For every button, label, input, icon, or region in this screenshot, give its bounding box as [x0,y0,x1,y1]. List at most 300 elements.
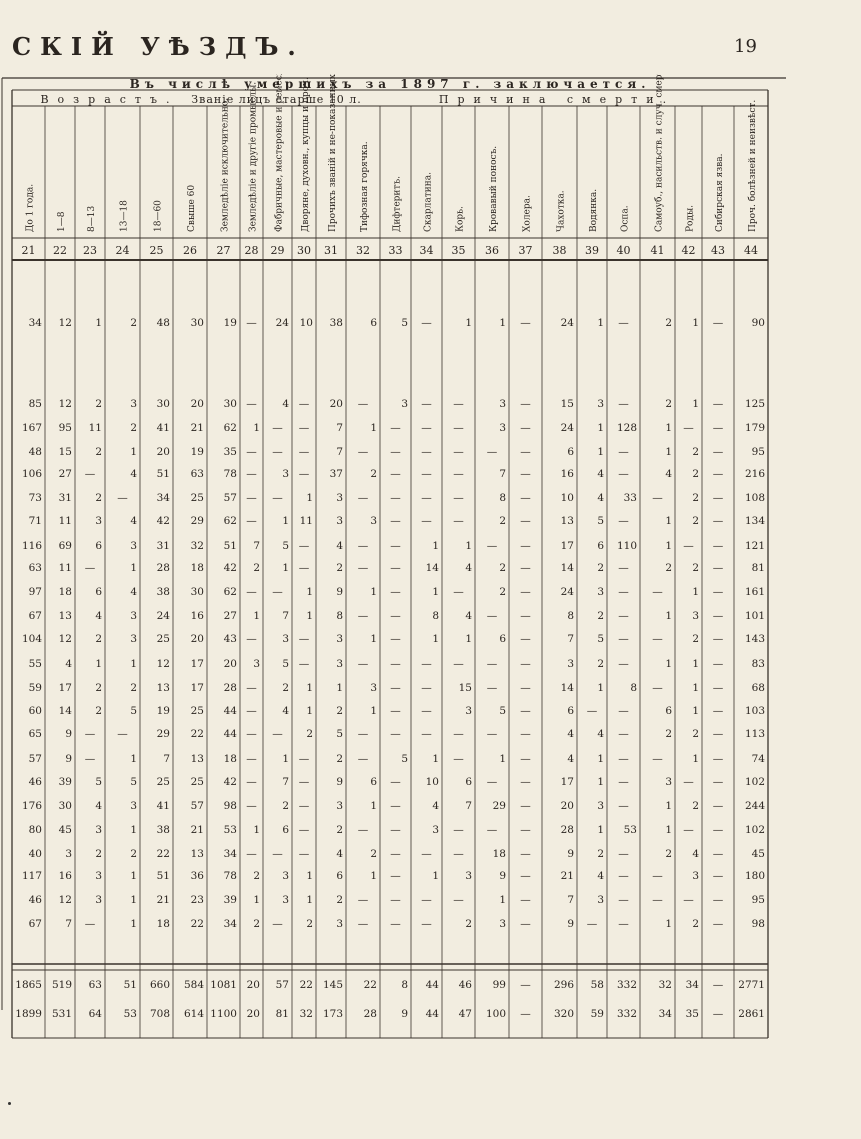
table-cell: 179 [744,422,765,434]
table-cell: — [453,492,464,504]
table-cell: 2 [692,918,699,930]
table-cell: 98 [751,918,765,930]
table-cell: — [298,658,310,670]
table-cell: 51 [156,870,170,882]
column-header: Земледѣліе и другіе промыслы. [248,81,259,232]
table-cell: — [390,446,401,458]
table-cell: 244 [744,800,765,812]
column-header: Холера. [522,195,533,232]
total-cell: 1865 [15,979,42,991]
table-cell: — [712,610,724,622]
table-cell: — [712,633,724,645]
table-cell: 1 [95,658,102,670]
table-cell: 5 [130,776,137,788]
table-cell: 167 [21,422,42,434]
table-cell: 28 [156,562,170,574]
table-cell: 1 [253,824,260,836]
table-cell: 3 [253,658,260,670]
table-cell: — [298,633,310,645]
column-number: 23 [83,244,97,257]
table-cell: 16 [58,870,72,882]
table-cell: 1 [306,705,313,717]
table-cell: 2 [253,870,260,882]
column-number: 31 [324,244,338,257]
table-cell: 3 [465,870,472,882]
table-cell: 3 [130,800,137,812]
table-cell: — [618,468,629,480]
table-cell: 39 [58,776,72,788]
table-cell: 19 [190,446,204,458]
table-cell: — [683,824,694,836]
table-cell: — [712,894,724,906]
table-cell: — [390,776,401,788]
table-cell: 46 [28,894,42,906]
table-cell: 6 [665,705,672,717]
table-cell: — [486,446,498,458]
page-number: 19 [734,36,757,57]
total-cell: 81 [275,1008,289,1020]
table-cell: 2 [95,848,102,860]
total-cell: 44 [425,1008,439,1020]
table-cell: 24 [560,317,574,329]
table-cell: — [421,317,432,329]
total-cell: 332 [616,1008,637,1020]
table-cell: — [618,586,629,598]
table-cell: — [357,894,369,906]
table-cell: — [520,468,531,480]
table-cell: 63 [28,562,42,574]
table-cell: — [298,824,310,836]
table-cell: 1 [336,682,343,694]
table-cell: 2 [306,918,313,930]
table-cell: — [421,894,432,906]
table-cell: 41 [156,422,170,434]
table-cell: 2 [692,446,699,458]
table-cell: — [683,894,694,906]
table-cell: 103 [744,705,765,717]
table-cell: — [421,446,432,458]
table-cell: — [618,800,629,812]
table-cell: 3 [499,422,506,434]
table-cell: 2 [306,728,313,740]
table-cell: — [486,776,498,788]
table-cell: — [453,422,464,434]
table-cell: — [520,492,531,504]
table-cell: 1 [597,824,604,836]
table-cell: 6 [567,446,574,458]
table-cell: 2 [665,317,672,329]
total-cell: 34 [685,979,699,991]
table-cell: 57 [28,753,42,765]
table-cell: 30 [190,586,204,598]
table-cell: 11 [58,515,72,527]
total-cell: 519 [51,979,72,991]
table-cell: 9 [65,753,72,765]
table-cell: — [246,633,257,645]
table-cell: 1 [465,317,472,329]
table-cell: 7 [336,446,343,458]
table-cell: 34 [223,918,237,930]
table-cell: — [246,728,257,740]
table-cell: — [712,776,724,788]
table-cell: 3 [336,492,343,504]
table-cell: 5 [95,776,102,788]
table-cell: 3 [65,848,72,860]
table-cell: 5 [499,705,506,717]
column-header: Тифозная горячка. [360,141,370,232]
table-cell: 1 [282,515,289,527]
table-cell: — [117,728,128,740]
table-cell: 25 [190,776,204,788]
table-cell: 33 [623,492,637,504]
table-cell: 1 [306,870,313,882]
table-cell: 24 [275,317,289,329]
table-cell: 2 [282,800,289,812]
table-cell: — [246,848,257,860]
table-cell: 5 [597,633,604,645]
table-cell: — [390,562,401,574]
table-cell: — [520,682,531,694]
table-cell: 1 [597,422,604,434]
table-cell: 22 [190,728,204,740]
table-cell: — [453,658,464,670]
table-cell: — [520,894,531,906]
table-cell: — [421,658,432,670]
table-cell: 30 [58,800,72,812]
table-cell: — [357,492,369,504]
table-cell: 95 [751,894,765,906]
table-cell: 3 [336,800,343,812]
table-cell: — [421,682,432,694]
table-cell: 1 [432,540,439,552]
table-cell: 14 [560,682,574,694]
table-cell: — [586,918,598,930]
table-cell: 3 [499,398,506,410]
table-cell: — [357,824,369,836]
column-header: Прочихъ званій и не-показанныхъ. [328,74,338,232]
table-cell: 13 [190,753,204,765]
table-cell: — [712,658,724,670]
table-cell: 25 [190,492,204,504]
table-cell: 9 [336,586,343,598]
table-cell: — [298,540,310,552]
table-cell: — [357,753,369,765]
table-cell: 1 [370,633,377,645]
table-cell: 42 [156,515,170,527]
table-cell: 101 [744,610,765,622]
table-cell: 51 [156,468,170,480]
total-cell: 1899 [15,1008,42,1020]
table-cell: — [390,918,401,930]
table-cell: 19 [156,705,170,717]
table-cell: 3 [282,870,289,882]
table-cell: 2 [692,468,699,480]
table-cell: 4 [336,848,343,860]
table-cell: — [618,848,629,860]
table-cell: 5 [597,515,604,527]
table-cell: 30 [156,398,170,410]
table-cell: 9 [567,848,574,860]
table-cell: 62 [223,586,237,598]
table-cell: 216 [744,468,765,480]
column-number: 28 [244,244,259,257]
table-cell: 18 [58,586,72,598]
table-cell: 3 [692,870,699,882]
table-super-header: Въ числѣ умершихъ за 1897 г. заключается. [129,77,651,91]
table-cell: 3 [465,705,472,717]
table-cell: 13 [58,610,72,622]
total-cell: 47 [458,1008,472,1020]
column-header: 13—18 [119,200,130,232]
table-cell: 3 [597,894,604,906]
table-cell: 110 [616,540,637,552]
table-cell: — [357,658,369,670]
table-cell: 6 [336,870,343,882]
total-cell: 8 [401,979,408,991]
table-cell: — [618,398,629,410]
table-cell: 2 [282,682,289,694]
table-cell: 1 [130,894,137,906]
column-number: 37 [518,244,533,257]
table-cell: — [390,586,401,598]
table-cell: — [453,824,464,836]
table-cell: 95 [751,446,765,458]
table-cell: 1 [597,776,604,788]
table-cell: — [652,586,663,598]
table-cell: 6 [370,776,377,788]
table-cell: — [618,870,629,882]
table-cell: 1 [130,918,137,930]
table-cell: 1 [130,446,137,458]
table-cell: 20 [329,398,343,410]
table-cell: — [246,492,257,504]
table-cell: — [520,610,531,622]
table-cell: 18 [223,753,237,765]
table-cell: — [652,633,663,645]
total-cell: 99 [492,979,506,991]
total-cell: 57 [275,979,289,991]
table-cell: 1 [597,317,604,329]
column-number: 30 [297,244,311,257]
table-cell: — [712,492,724,504]
table-cell: — [520,728,531,740]
table-cell: — [652,894,663,906]
table-cell: 3 [597,586,604,598]
table-cell: — [390,658,401,670]
table-cell: 2 [692,728,699,740]
table-cell: 1 [665,540,672,552]
table-cell: 2 [499,562,506,574]
table-cell: 17 [190,658,204,670]
table-cell: 4 [130,515,137,527]
table-cell: 6 [597,540,604,552]
table-cell: 1 [282,753,289,765]
table-cell: — [486,610,498,622]
table-cell: 3 [95,870,102,882]
table-cell: — [298,422,310,434]
table-cell: 125 [744,398,765,410]
table-cell: — [246,468,257,480]
table-cell: 3 [130,540,137,552]
table-cell: 3 [95,515,102,527]
table-cell: 1 [370,422,377,434]
table-cell: 104 [21,633,42,645]
table-cell: 2 [665,562,672,574]
column-number: 33 [388,244,403,257]
table-cell: 1 [665,800,672,812]
table-cell: — [246,800,257,812]
table-cell: — [712,918,724,930]
total-cell: 63 [88,979,102,991]
table-cell: 2 [499,586,506,598]
total-cell: 58 [590,979,604,991]
table-cell: 13 [190,848,204,860]
table-cell: — [712,446,724,458]
table-cell: — [272,492,283,504]
table-cell: 128 [616,422,637,434]
table-cell: 32 [190,540,204,552]
table-cell: — [246,317,257,329]
table-cell: 134 [744,515,765,527]
table-cell: 48 [28,446,42,458]
column-header: Проч. болѣзней и неизвѣст. [748,99,758,232]
table-cell: 10 [425,776,439,788]
column-number: 41 [650,244,665,257]
column-header: Дворяне, духовн., купцы и проч. [301,77,311,232]
table-cell: — [453,848,464,860]
table-cell: 12 [58,398,72,410]
table-cell: 14 [560,562,574,574]
table-cell: 53 [623,824,637,836]
total-cell: 320 [553,1008,574,1020]
table-cell: 11 [58,562,72,574]
column-number: 26 [183,244,197,257]
table-cell: 68 [751,682,765,694]
column-number: 36 [485,244,499,257]
table-cell: — [246,446,257,458]
table-cell: 2 [336,824,343,836]
table-cell: 7 [336,422,343,434]
column-number: 43 [711,244,725,257]
table-cell: — [486,824,498,836]
column-number: 32 [356,244,370,257]
column-header: Сибирская язва. [715,153,725,232]
table-cell: — [683,422,694,434]
table-cell: 2 [253,918,260,930]
table-cell: — [520,848,531,860]
table-cell: — [520,918,531,930]
table-cell: 7 [253,540,260,552]
total-cell: 59 [590,1008,604,1020]
table-cell: — [652,682,663,694]
table-cell: — [421,468,432,480]
total-cell: 1081 [210,979,237,991]
table-cell: 3 [282,894,289,906]
table-cell: 1 [130,870,137,882]
table-cell: 42 [223,776,237,788]
table-cell: 29 [156,728,170,740]
table-cell: 55 [28,658,42,670]
table-cell: 34 [28,317,42,329]
table-cell: — [421,398,432,410]
table-cell: — [520,317,531,329]
ink-speck [8,1102,11,1105]
total-cell: 332 [616,979,637,991]
table-cell: 117 [21,870,42,882]
table-cell: — [84,728,96,740]
table-cell: 2 [336,562,343,574]
table-cell: — [272,422,283,434]
table-cell: 1 [253,610,260,622]
table-cell: 4 [336,540,343,552]
table-cell: 53 [223,824,237,836]
table-cell: — [652,753,663,765]
table-cell: — [618,658,629,670]
table-cell: 25 [156,633,170,645]
column-group-label: Званіе лицъ старше 10 л. [191,93,362,106]
table-cell: — [298,800,310,812]
table-cell: — [486,728,498,740]
table-cell: — [712,468,724,480]
table-cell: — [390,894,401,906]
table-cell: — [453,468,464,480]
table-cell: 2 [95,682,102,694]
table-cell: 143 [744,633,765,645]
table-cell: 3 [597,398,604,410]
table-cell: — [246,705,257,717]
table-cell: 8 [567,610,574,622]
table-cell: 42 [223,562,237,574]
table-cell: 59 [28,682,42,694]
table-cell: 2 [499,515,506,527]
table-cell: 35 [223,446,237,458]
table-cell: — [357,398,369,410]
total-cell: 35 [685,1008,699,1020]
table-cell: 16 [560,468,574,480]
table-cell: 2 [597,610,604,622]
table-cell: 21 [156,894,170,906]
table-cell: 3 [336,515,343,527]
table-cell: — [357,540,369,552]
table-cell: 1 [692,658,699,670]
table-cell: — [357,446,369,458]
column-header: Роды. [685,204,696,232]
table-cell: 85 [28,398,42,410]
table-cell: 8 [336,610,343,622]
table-cell: 1 [95,317,102,329]
table-cell: 43 [223,633,237,645]
table-cell: 1 [465,633,472,645]
column-header: 8—13 [87,205,97,232]
table-cell: — [246,776,257,788]
column-number: 34 [419,244,434,257]
table-cell: 2 [95,446,102,458]
table-cell: 90 [751,317,765,329]
table-cell: 25 [156,776,170,788]
table-cell: 73 [28,492,42,504]
table-cell: — [712,515,724,527]
table-cell: 3 [95,894,102,906]
column-header: Земледѣліе исключительно. [220,97,231,232]
table-cell: 30 [223,398,237,410]
table-cell: 1 [432,633,439,645]
column-number: 35 [451,244,466,257]
table-cell: 63 [190,468,204,480]
table-cell: — [712,848,724,860]
table-cell: — [390,870,401,882]
table-cell: 11 [88,422,102,434]
column-header: Дифтеритъ. [392,176,403,232]
